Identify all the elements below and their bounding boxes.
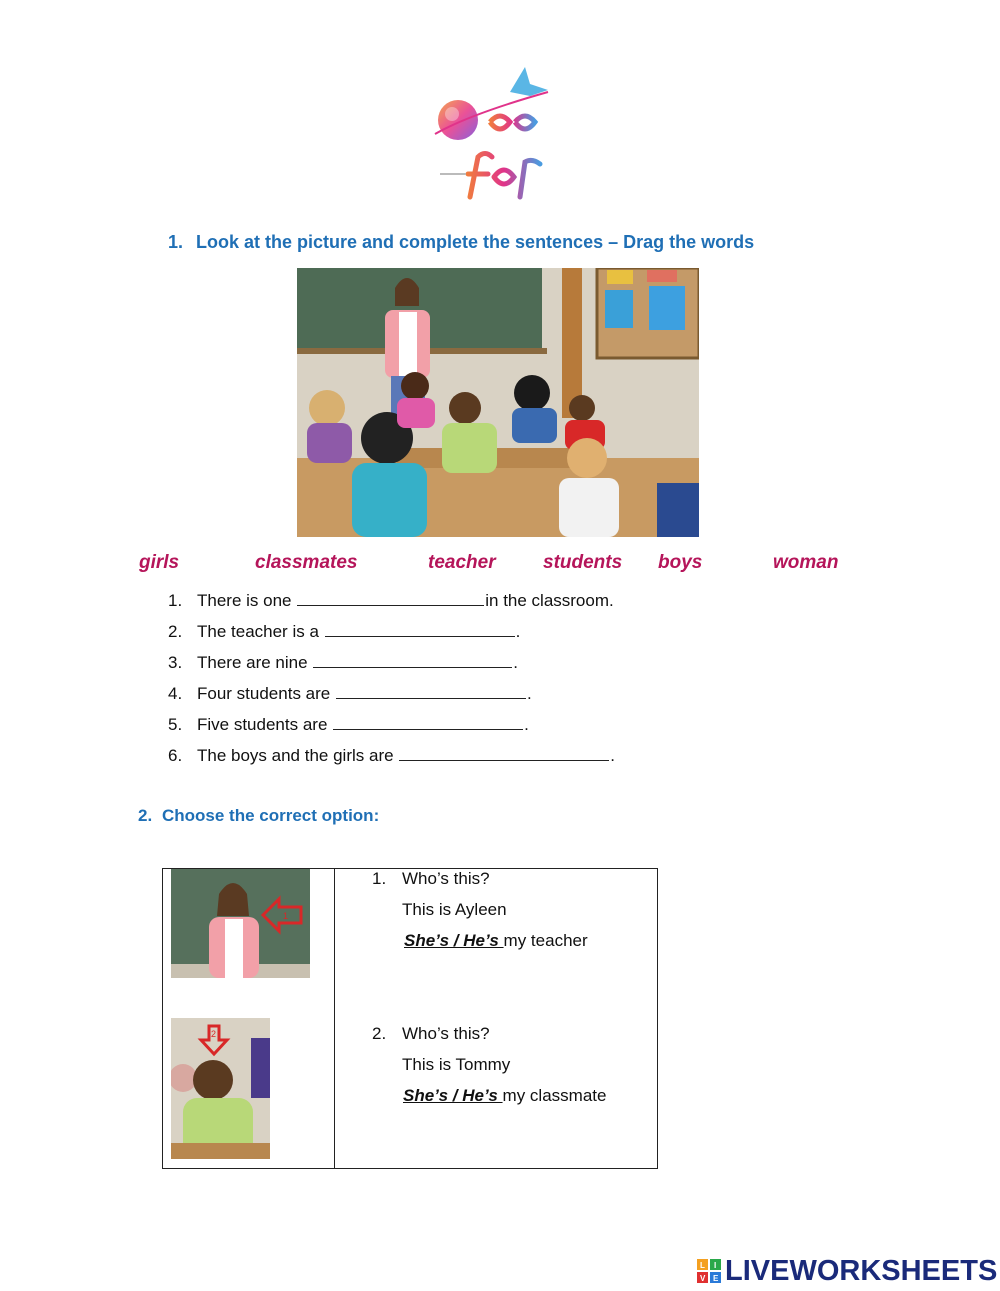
word-bank-woman[interactable]: woman (773, 552, 839, 573)
sentence-1 (168, 590, 614, 611)
answer-1: This is Ayleen (402, 900, 507, 919)
section1-number: 1. (168, 232, 184, 252)
go-far-logo (430, 62, 555, 202)
drop-blank-5[interactable] (333, 714, 523, 730)
word-bank-classmates[interactable]: classmates (255, 552, 358, 573)
choice-1-rest: my teacher (503, 931, 588, 950)
section2-heading (138, 806, 379, 826)
sentence-number: 5. (168, 715, 183, 734)
sentence-5 (168, 714, 529, 735)
question-1 (372, 869, 490, 889)
sentence-number: 1. (168, 591, 183, 610)
sentence-text-after: . (526, 684, 532, 703)
sentence-6 (168, 745, 615, 766)
boy-picture (171, 1018, 270, 1159)
sentence-text-after: . (524, 715, 529, 734)
sentence-number: 3. (168, 653, 183, 672)
question-2 (372, 1024, 490, 1044)
svg-text:L: L (700, 1261, 705, 1270)
sentence-text-after: . (515, 622, 521, 641)
sentence-number: 4. (168, 684, 183, 703)
word-bank-students[interactable]: students (543, 552, 623, 573)
drop-blank-6[interactable] (399, 745, 609, 761)
svg-text:I: I (714, 1261, 717, 1270)
table-column-divider (334, 868, 335, 1169)
choice-1-options[interactable]: She’s / He’s (404, 931, 504, 950)
section2-title: Choose the correct option: (162, 806, 380, 825)
drop-blank-2[interactable] (325, 621, 515, 637)
svg-text:E: E (713, 1274, 719, 1283)
word-bank-boys[interactable]: boys (658, 552, 703, 573)
marker-2-label: 2 (211, 1029, 217, 1039)
sentence-text-before: The teacher is a (197, 622, 324, 641)
question-number: 2. (372, 1024, 387, 1043)
choice-2-options[interactable]: She’s / He’s (403, 1086, 503, 1105)
choice-1 (404, 931, 588, 951)
drop-blank-4[interactable] (336, 683, 526, 699)
sentence-text-before: Four students are (197, 684, 335, 703)
choice-2 (403, 1086, 606, 1106)
sentence-text-before: There are nine (197, 653, 313, 672)
sentence-3 (168, 652, 518, 673)
sentence-2 (168, 621, 520, 642)
marker-1-label: 1 (283, 911, 289, 921)
sentence-number: 2. (168, 622, 183, 641)
choice-2-rest: my classmate (502, 1086, 607, 1105)
teacher-picture (171, 869, 310, 978)
svg-text:V: V (700, 1274, 706, 1283)
sentence-text-before: There is one (197, 591, 297, 610)
liveworksheets-brand (697, 1256, 997, 1286)
sentence-4 (168, 683, 532, 704)
question-number: 1. (372, 869, 387, 888)
section1-title: Look at the picture and complete the sentences – Drag the words (196, 232, 755, 252)
word-bank-girls[interactable]: girls (139, 552, 180, 573)
sentence-text-after: . (513, 653, 519, 672)
sentence-text-before: The boys and the girls are (197, 746, 399, 765)
drop-blank-1[interactable] (297, 590, 484, 606)
word-bank-teacher[interactable]: teacher (428, 552, 496, 573)
liveworksheets-wordmark: LIVEWORKSHEETS (725, 1254, 998, 1287)
answer-2: This is Tommy (402, 1055, 511, 1074)
section1-heading (168, 232, 754, 253)
section2-number: 2. (138, 806, 153, 825)
question-text: Who’s this? (402, 869, 490, 888)
sentence-text-before: Five students are (197, 715, 333, 734)
sentence-number: 6. (168, 746, 183, 765)
question-text: Who’s this? (402, 1024, 490, 1043)
classroom-picture (297, 268, 699, 537)
drop-blank-3[interactable] (313, 652, 512, 668)
sentence-text-after: . (610, 746, 616, 765)
liveworksheets-icon (697, 1259, 721, 1283)
sentence-text-after: in the classroom. (485, 591, 614, 610)
